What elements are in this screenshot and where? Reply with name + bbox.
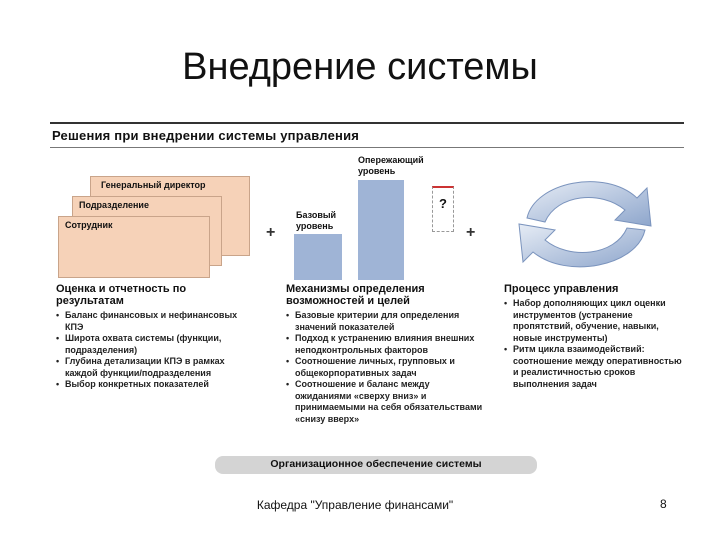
cycle-arrow-top (527, 182, 651, 226)
footer-label: Организационное обеспечение системы (270, 458, 482, 470)
card-ceo-label: Генеральный директор (101, 180, 206, 190)
column-goals-heading: Механизмы определения возможностей и целей (286, 283, 425, 307)
advanced-level-label: Опережающий уровень (358, 155, 424, 176)
question-mark: ? (439, 196, 447, 211)
list-item: • Глубина детализации КПЭ в рамках каждой функции/подразделения (56, 356, 246, 379)
list-item: • Соотношение личных, групповых и общекорпоративных задач (286, 356, 486, 379)
column-goals-list (286, 310, 486, 425)
column-process-list (504, 298, 688, 390)
base-level-bar (294, 234, 342, 280)
list-item: • Ритм цикла взаимодействий: соотношение между оперативностью и реалистичностью сроков выполнения задач (504, 344, 688, 390)
card-employee-label: Сотрудник (65, 220, 113, 230)
list-item: • Базовые критерии для определения значений показателей (286, 310, 486, 333)
page-number: 8 (660, 497, 667, 511)
base-level-label: Базовый уровень (296, 210, 337, 231)
slide-caption: Кафедра "Управление финансами" (256, 498, 454, 512)
plus-left: + (266, 224, 276, 241)
card-department-label: Подразделение (79, 200, 149, 210)
list-item: • Соотношение и баланс между ожиданиями «сверху вниз» и принимаемыми на себя обязательствами «снизу вверх» (286, 379, 486, 425)
list-item: • Широта охвата системы (функции, подразделения) (56, 333, 246, 356)
column-results-heading: Оценка и отчетность по результатам (56, 283, 187, 307)
list-item: • Подход к устранению влияния внешних неподконтрольных факторов (286, 333, 486, 356)
slide-title: Внедрение системы (182, 46, 538, 88)
list-item: • Выбор конкретных показателей (56, 379, 246, 391)
panel-heading: Решения при внедрении системы управления (52, 128, 360, 143)
column-results-list (56, 310, 246, 391)
advanced-level-bar (358, 180, 404, 280)
cycle-arrow-bottom (519, 224, 645, 267)
list-item: • Набор дополняющих цикл оценки инструментов (устранение пропятствий, обучение, навыки, новые инструменты) (504, 298, 688, 344)
column-process-heading: Процесс управления (504, 283, 619, 295)
plus-right: + (466, 224, 476, 241)
top-rule (50, 122, 684, 124)
list-item: • Баланс финансовых и нефинансовых КПЭ (56, 310, 246, 333)
card-employee (58, 216, 210, 278)
cycle-arrows-icon (505, 168, 665, 280)
heading-rule (50, 147, 684, 148)
